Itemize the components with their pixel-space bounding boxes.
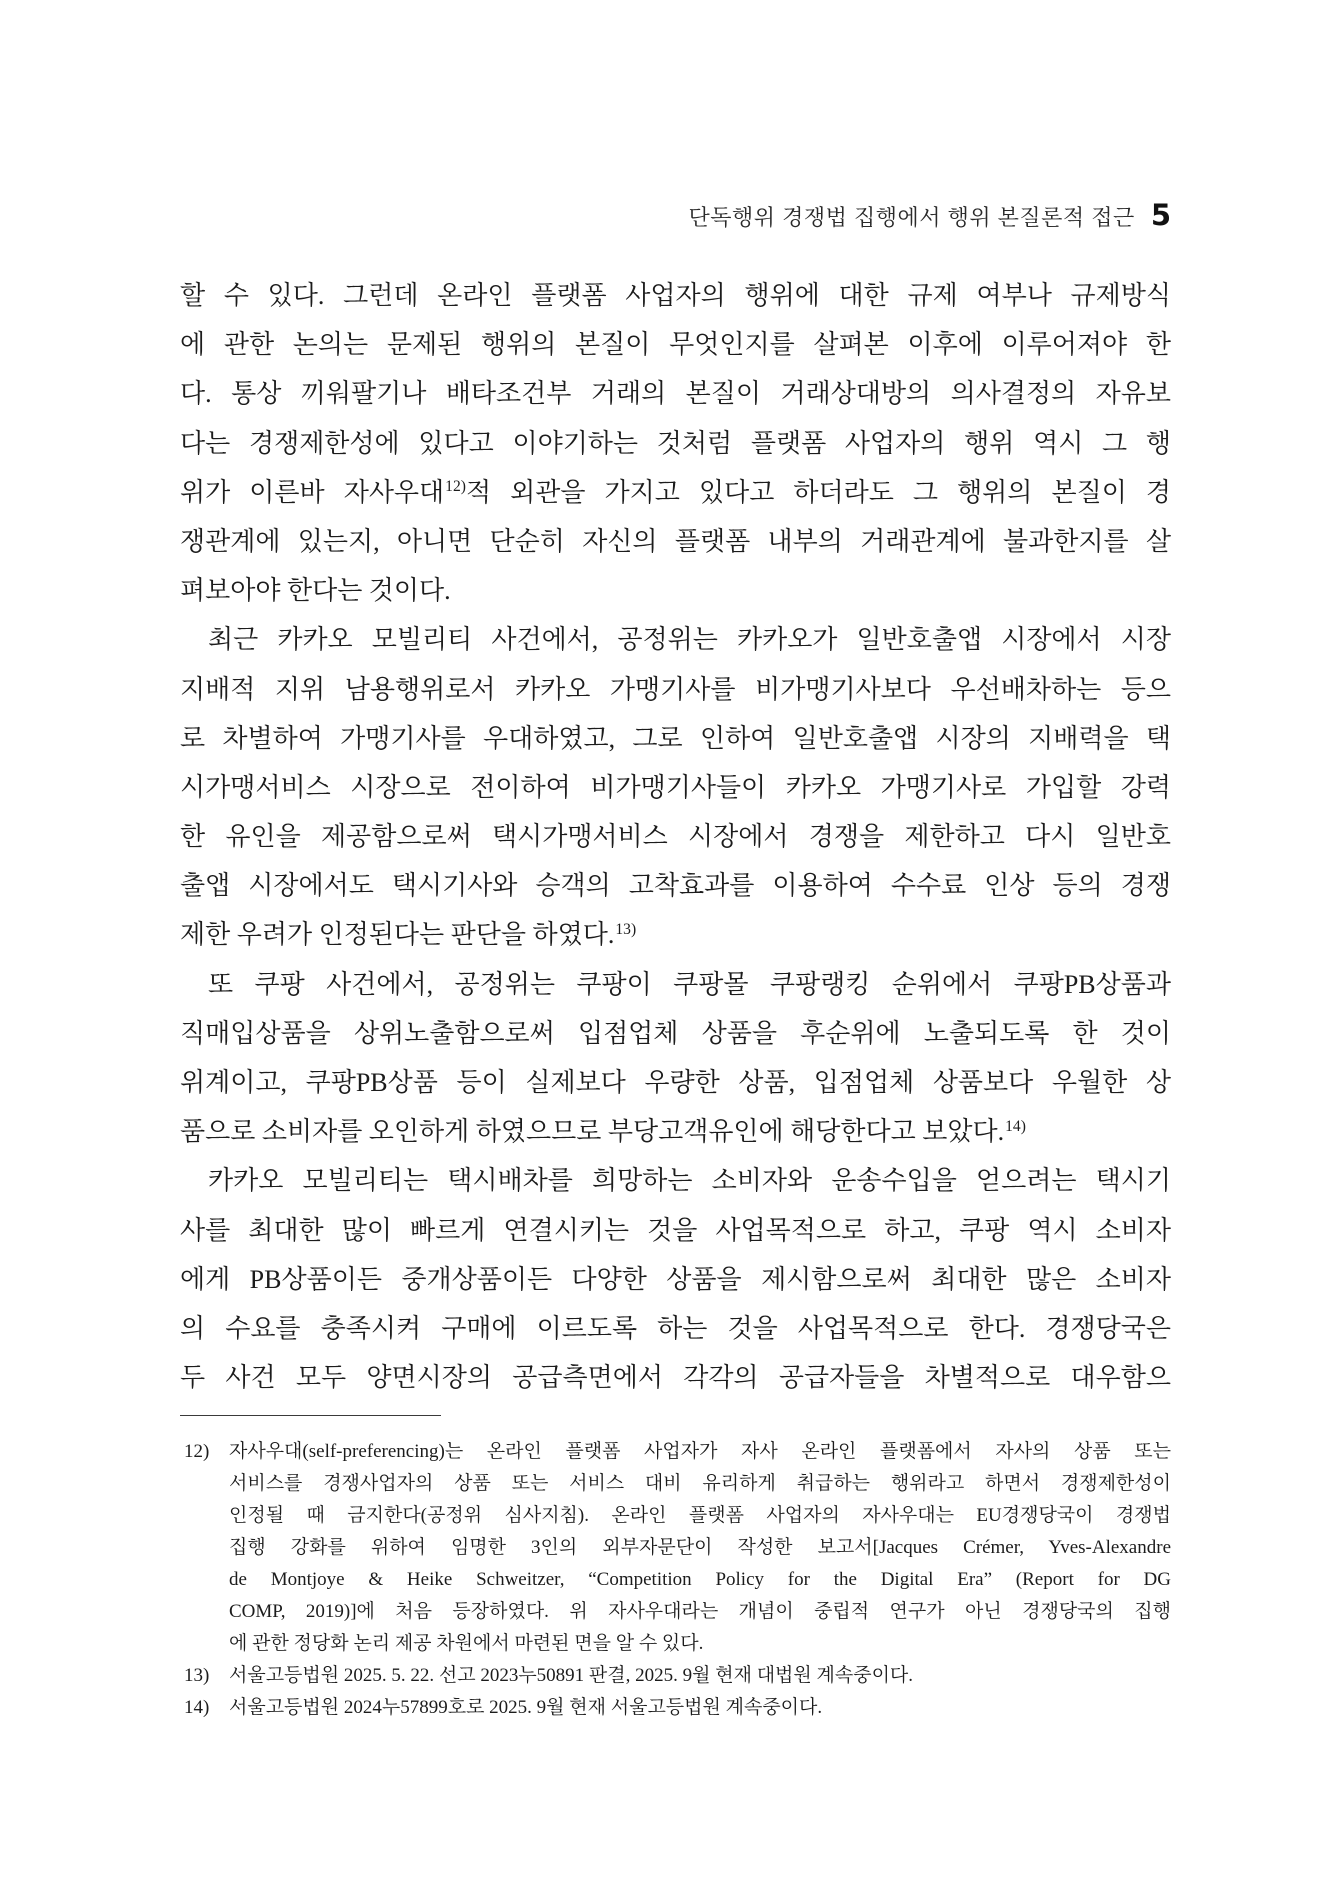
body-line: 펴보아야 한다는 것이다. — [180, 576, 451, 606]
body-line: 또 쿠팡 사건에서, 공정위는 쿠팡이 쿠팡몰 쿠팡랭킹 순위에서 쿠팡PB상품과 — [208, 969, 1171, 999]
footnote-line: 서울고등법원 2024누57899호로 2025. 9월 현재 서울고등법원 계속중이다. — [229, 1697, 823, 1718]
body-line: 한 유인을 제공함으로써 택시가맹서비스 시장에서 경쟁을 제한하고 다시 일반호 — [180, 822, 1171, 852]
body-line-text: 제한 우려가 인정된다는 판단을 하였다. — [180, 920, 615, 950]
footnote-line: de Montjoye & Heike Schweitzer, “Competition Policy for the Digital Era” (Report for DG — [229, 1569, 1171, 1590]
body-line-text: 품으로 소비자를 오인하게 하였으므로 부당고객유인에 해당한다고 보았다. — [180, 1117, 1005, 1147]
footnote-line: COMP, 2019)]에 처음 등장하였다. 위 자사우대라는 개념이 중립적 연구가 아닌 경쟁당국의 집행 — [229, 1601, 1171, 1622]
footnote-ref-13: 13) — [615, 920, 637, 938]
body-line: 카카오 모빌리티는 택시배차를 희망하는 소비자와 운송수입을 얻으려는 택시기 — [208, 1166, 1171, 1196]
footnote-line: 서울고등법원 2025. 5. 22. 선고 2023누50891 판결, 2025. 9월 현재 대법원 계속중이다. — [229, 1665, 914, 1686]
footnote-divider — [180, 1415, 441, 1416]
body-line: 에게 PB상품이든 중개상품이든 다양한 상품을 제시함으로써 최대한 많은 소비자 — [180, 1264, 1171, 1294]
footnotes — [180, 1436, 1171, 1724]
body-line: 다. 통상 끼워팔기나 배타조건부 거래의 본질이 거래상대방의 의사결정의 자유보 — [180, 379, 1171, 409]
footnote-line: 서비스를 경쟁사업자의 상품 또는 서비스 대비 유리하게 취급하는 행위라고 하면서 경쟁제한성이 — [229, 1473, 1171, 1494]
body-line: 에 관한 논의는 문제된 행위의 본질이 무엇인지를 살펴본 이후에 이루어져야 한 — [180, 330, 1171, 360]
body-line: 시가맹서비스 시장으로 전이하여 비가맹기사들이 카카오 가맹기사로 가입할 강력 — [180, 772, 1171, 802]
footnote-13 — [180, 1660, 1171, 1692]
footnote-line: 자사우대(self-preferencing)는 온라인 플랫폼 사업자가 자사 온라인 플랫폼에서 자사의 상품 또는 — [229, 1441, 1171, 1462]
body-line — [180, 1107, 1171, 1156]
body-line: 출앱 시장에서도 택시기사와 승객의 고착효과를 이용하여 수수료 인상 등의 경쟁 — [180, 871, 1171, 901]
paragraph — [180, 960, 1171, 1157]
footnote-label: 12) — [184, 1441, 210, 1462]
body-line — [180, 910, 1171, 959]
footnote-14 — [180, 1692, 1171, 1724]
page-number: 5 — [1150, 198, 1171, 232]
body-line: 지배적 지위 남용행위로서 카카오 가맹기사를 비가맹기사보다 우선배차하는 등으 — [180, 674, 1171, 704]
body-line: 다는 경쟁제한성에 있다고 이야기하는 것처럼 플랫폼 사업자의 행위 역시 그 행 — [180, 428, 1171, 458]
footnote-line: 인정될 때 금지한다(공정위 심사지침). 온라인 플랫폼 사업자의 자사우대는 EU경쟁당국이 경쟁법 — [229, 1505, 1171, 1526]
body-line: 로 차별하여 가맹기사를 우대하였고, 그로 인하여 일반호출앱 시장의 지배력을 택 — [180, 723, 1171, 753]
body-line: 사를 최대한 많이 빠르게 연결시키는 것을 사업목적으로 하고, 쿠팡 역시 소비자 — [180, 1215, 1171, 1245]
body-line-text: 적 외관을 가지고 있다고 하더라도 그 행위의 본질이 경 — [465, 477, 1171, 507]
body-line: 쟁관계에 있는지, 아니면 단순히 자신의 플랫폼 내부의 거래관계에 불과한지를 살 — [180, 526, 1171, 556]
body-line: 위계이고, 쿠팡PB상품 등이 실제보다 우량한 상품, 입점업체 상품보다 우월한 상 — [180, 1068, 1171, 1097]
paragraph — [180, 615, 1171, 959]
running-title: 단독행위 경쟁법 집행에서 행위 본질론적 접근 — [688, 205, 1135, 230]
body-text — [180, 271, 1171, 1402]
footnote-ref-14: 14) — [1005, 1117, 1026, 1135]
body-line: 직매입상품을 상위노출함으로써 입점업체 상품을 후순위에 노출되도록 한 것이 — [180, 1018, 1171, 1048]
footnote-line: 에 관한 정당화 논리 제공 차원에서 마련된 면을 알 수 있다. — [229, 1633, 704, 1654]
footnote-line: 집행 강화를 위하여 임명한 3인의 외부자문단이 작성한 보고서[Jacques Crémer, Yves-Alexandre — [229, 1537, 1171, 1558]
body-line-text: 위가 이른바 자사우대 — [180, 477, 445, 507]
body-line: 할 수 있다. 그런데 온라인 플랫폼 사업자의 행위에 대한 규제 여부나 규제방식 — [180, 281, 1171, 310]
body-line — [180, 468, 1171, 517]
paragraph — [180, 1156, 1171, 1402]
paragraph — [180, 271, 1171, 615]
footnote-12 — [180, 1436, 1171, 1660]
running-header — [688, 198, 1171, 238]
footnote-ref-12: 12) — [445, 478, 466, 496]
body-line: 의 수요를 충족시켜 구매에 이르도록 하는 것을 사업목적으로 한다. 경쟁당국은 — [180, 1313, 1171, 1343]
footnote-label: 14) — [184, 1697, 210, 1718]
body-line: 최근 카카오 모빌리티 사건에서, 공정위는 카카오가 일반호출앱 시장에서 시장 — [208, 625, 1171, 655]
footnote-label: 13) — [184, 1665, 210, 1686]
body-line: 두 사건 모두 양면시장의 공급측면에서 각각의 공급자들을 차별적으로 대우함으 — [180, 1363, 1171, 1393]
